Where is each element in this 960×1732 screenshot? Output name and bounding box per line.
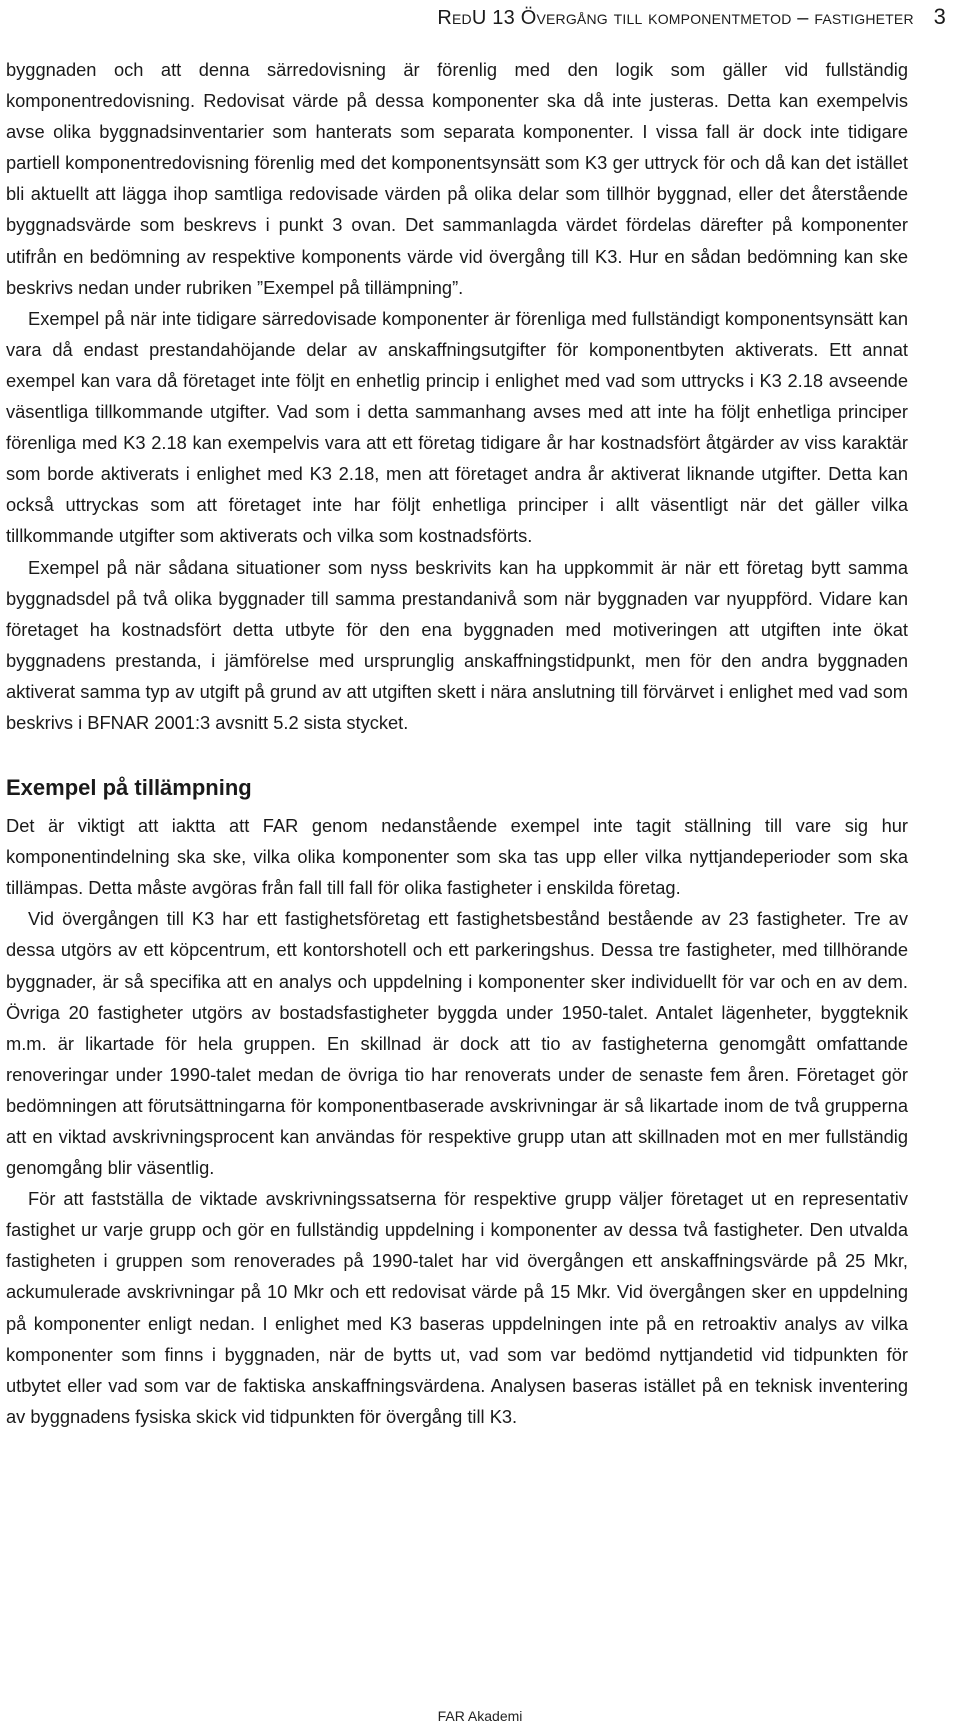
paragraph: Exempel på när sådana situationer som nyss beskrivits kan ha uppkommit är när ett företag bytt samma byggnadsdel på två olika byggnader till samma prestandanivå som när byggnaden var nyuppförd. Vidare kan företaget ha kostnadsfört detta utbyte för den ena byggnaden med motiveringen att utgiften inte ökat byggnadens prestanda, i jämförelse med ursprunglig anskaffningstidpunkt, men för den andra byggnaden aktiverat samma typ av utgift på grund av att utgiften skett i nära anslutning till förvärvet i enlighet med vad som beskrivs i BFNAR 2001:3 avsnitt 5.2 sista stycket. bbox=[6, 556, 908, 733]
chapter-label: RedU 13 bbox=[437, 7, 515, 29]
paragraph: För att fastställa de viktade avskrivningssatserna för respektive grupp väljer företaget ut en representativ fastighet ur varje grupp och gör en fullständig uppdelning i komponenter av dessa två fastigheter. Den utvalda fastigheten i gruppen som renoverades på 1990-talet har vid övergången ett anskaffningsvärde på 25 Mkr, ackumulerade avskrivningar på 10 Mkr och ett redovisat värde på 15 Mkr. Vid övergången sker en uppdelning på komponenter enligt nedan. I enlighet med K3 baseras uppdelningen inte på en retroaktiv analys av vilka komponenter som finns i byggnaden, när de bytts ut, vad som var bedömd nyttjandetid vid tidpunkten för utbytet eller vad som var de faktiska anskaffningsvärdena. Analysen baseras istället på en teknisk inventering av byggnadens fysiska skick vid tidpunkten för övergång till K3. bbox=[6, 1188, 908, 1427]
page-body bbox=[6, 54, 908, 1432]
paragraph: Det är viktigt att iaktta att FAR genom nedanstående exempel inte tagit ställning till vare sig hur komponentindelning ska ske, vilka olika komponenter som ska tas upp eller vilka nyttjandeperioder som ska tillämpas. Detta måste avgöras från fall till fall för olika fastigheter i enskilda företag. bbox=[6, 815, 908, 899]
page-footer: FAR Akademi bbox=[437, 1708, 523, 1724]
paragraph: Vid övergången till K3 har ett fastighetsföretag ett fastighetsbestånd bestående av 23 fastigheter. Tre av dessa utgörs av ett köpcentrum, ett kontorshotell och ett parkeringshus. Dessa tre fastigheter, med tillhörande byggnader, är så specifika att en analys och uppdelning i komponenter sker individuellt för var och en av dem. Övriga 20 fastigheter utgörs av bostadsfastigheter byggda under 1950-talet. Antalet lägenheter, byggteknik m.m. är likartade för hela gruppen. En skillnad är dock att tio av fastigheterna genomgått omfattande renoveringar under 1990-talet medan de övriga tio har renoverats under de senaste fem åren. Företaget gör bedömningen att förutsättningarna för komponentbaserade avskrivningar är så likartade inom de två grupperna att en viktad avskrivningsprocent kan användas för respektive grupp utan att skillnaden mot en mer fullständig genomgång blir väsentlig. bbox=[6, 908, 908, 1179]
section-heading: Exempel på tillämpning bbox=[6, 775, 252, 801]
paragraph: byggnaden och att denna särredovisning är förenlig med den logik som gäller vid fullständig komponentredovisning. Redovisat värde på dessa komponenter ska då inte justeras. Detta kan exempelvis avse olika byggnadsinventarier som hanterats som separata komponenter. I vissa fall är dock inte tidigare partiell komponentredovisning förenlig med det komponentsynsätt som K3 ger uttryck för och då kan det istället bli aktuellt att lägga ihop samtliga redovisade värden på olika delar som tillhör byggnad, eller det återstående byggnadsvärde som beskrevs i punkt 3 ovan. Det sammanlagda värdet fördelas därefter på komponenter utifrån en bedömning av respektive komponents värde vid övergång till K3. Hur en sådan bedömning kan ske beskrivs nedan under rubriken ”Exempel på tillämpning”. bbox=[6, 59, 908, 298]
running-header bbox=[437, 4, 946, 30]
paragraph: Exempel på när inte tidigare särredovisade komponenter är förenliga med fullständigt komponentsynsätt kan vara då endast prestandahöjande delar av anskaffningsutgifter för komponentbyten aktiverats. Ett annat exempel kan vara då företaget inte följt en enhetlig princip i enlighet med vad som uttrycks i K3 2.18 avseende väsentliga tillkommande utgifter. Vad som i detta sammanhang avses med att inte ha följt enhetliga principer förenliga med K3 2.18 kan exempelvis vara att ett företag tidigare år har kostnadsfört åtgärder av viss karaktär som borde aktiverats i enlighet med K3 2.18, men att företaget andra år aktiverat liknande utgifter. Detta kan också uttryckas som att företaget inte har följt enhetliga principer i allt väsentligt när det gäller vilka tillkommande utgifter som aktiverats och vilka som kostnadsförts. bbox=[6, 307, 908, 547]
chapter-title: Övergång till komponentmetod – fastigheter bbox=[520, 7, 914, 29]
page-number: 3 bbox=[933, 4, 946, 29]
